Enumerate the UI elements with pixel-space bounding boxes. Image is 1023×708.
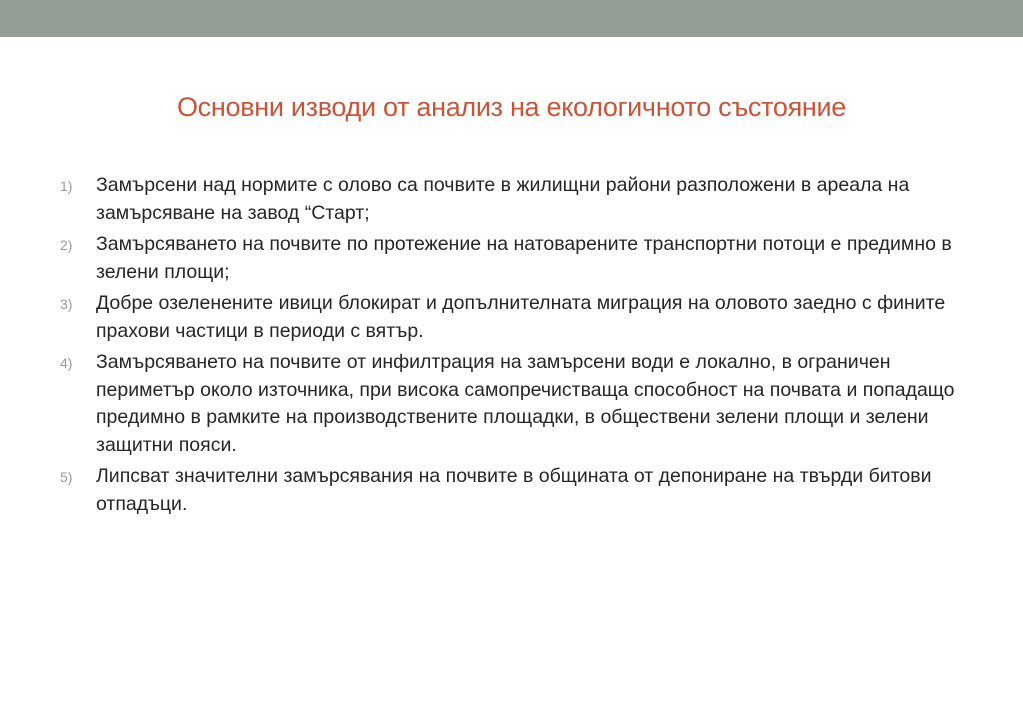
top-accent-bar xyxy=(0,0,1023,37)
item-text: Добре озеленените ивици блокират и допълнителната миграция на оловото заедно с фините прахови частици в периоди с вятър. xyxy=(96,292,946,342)
item-number: 5) xyxy=(60,469,73,485)
conclusions-list xyxy=(55,172,975,522)
item-text: Липсват значителни замърсявания на почвите в общината от депониране на твърди битови отпадъци. xyxy=(96,465,932,515)
list-item xyxy=(55,349,975,459)
item-text: Замърсени над нормите с олово са почвите в жилищни райони разположени в ареала на замърсяване на завод “Старт; xyxy=(96,174,910,224)
list-item xyxy=(55,172,975,227)
list-item xyxy=(55,290,975,345)
list-item xyxy=(55,231,975,286)
item-text: Замърсяването на почвите от инфилтрация на замърсени води е локално, в ограничен периметър около източника, при висока самопречистваща способност на почвата и попадащо предимно в рамките на производствените площадки, в обществени зелени площи и зелени защитни пояси. xyxy=(96,351,955,456)
item-number: 4) xyxy=(60,355,73,371)
slide-title: Основни изводи от анализ на екологичното състояние xyxy=(176,92,847,122)
item-number: 1) xyxy=(60,178,73,194)
item-text: Замърсяването на почвите по протежение на натоварените транспортни потоци е предимно в зелени площи; xyxy=(96,233,952,283)
item-number: 3) xyxy=(60,296,73,312)
list-item xyxy=(55,463,975,518)
item-number: 2) xyxy=(60,237,73,253)
